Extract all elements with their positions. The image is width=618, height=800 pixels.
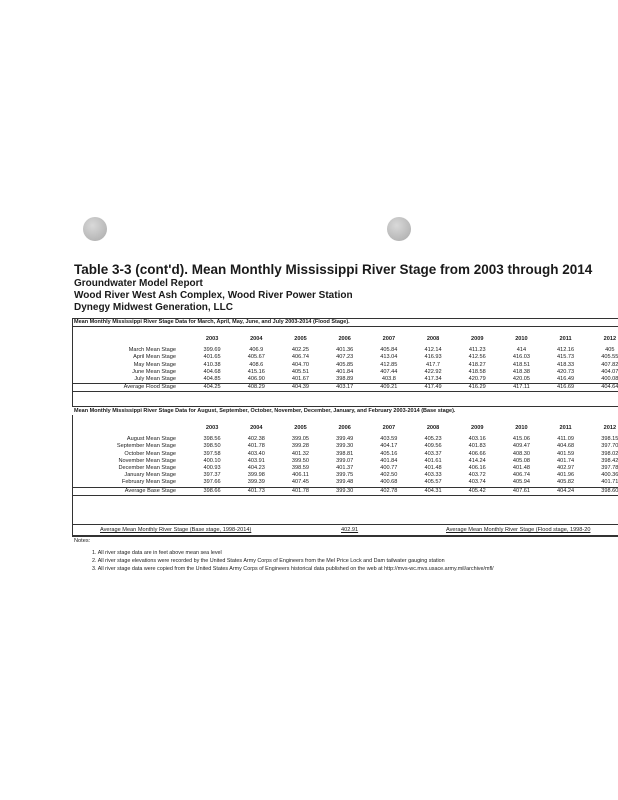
stage-value: 406.66 (468, 450, 486, 457)
stage-value: 415.73 (557, 354, 575, 361)
table-row (72, 472, 618, 479)
stage-value: 405.57 (424, 479, 442, 486)
subtitle-site: Wood River West Ash Complex, Wood River Power Station (74, 290, 353, 301)
stage-value: 397.78 (601, 465, 618, 472)
stage-value: 401.48 (512, 465, 530, 472)
stage-value: 406.74 (512, 472, 530, 479)
base-average-label: Average Mean Monthly River Stage (Base stage, 1998-2014) (100, 527, 252, 533)
stage-value: 397.66 (203, 479, 221, 486)
stage-value: 398.02 (601, 450, 618, 457)
stage-value: 408.29 (234, 384, 278, 392)
stage-value: 412.14 (424, 347, 442, 354)
stage-value: 405.16 (380, 450, 398, 457)
stage-value: 405.94 (512, 479, 530, 486)
stage-value: 405.82 (557, 479, 575, 486)
stage-value: 402.25 (291, 347, 310, 354)
flood-section-heading: Mean Monthly Mississippi River Stage Data for March, April, May, June, and July 2003-2014 (Flood Stage). (72, 318, 618, 327)
year-header: 2007 (382, 425, 396, 431)
stage-value: 401.96 (557, 472, 575, 479)
stage-value: 402.50 (380, 472, 398, 479)
note-3: 3. All river stage data were copied from the United States Army Corps of Engineers historical data published on the web at http://mvs-wc.mvs.usace.army.mil/archive/mfl/ (92, 566, 494, 572)
stage-value: 403.59 (380, 436, 398, 443)
year-header: 2005 (294, 425, 307, 431)
year-header: 2011 (559, 336, 572, 342)
stage-value: 400.10 (203, 457, 221, 464)
flood-average-label: Average Mean Monthly River Stage (Flood stage, 1998-20 (446, 527, 591, 533)
stage-value: 401.65 (203, 354, 221, 361)
stage-value: 399.28 (291, 443, 310, 450)
stage-value: 403.16 (468, 436, 486, 443)
stage-value: 398.59 (291, 465, 310, 472)
stage-value: 405.23 (424, 436, 442, 443)
row-label: April Mean Stage (133, 354, 177, 361)
stage-value: 401.59 (557, 450, 575, 457)
stage-value: 415.06 (512, 436, 530, 443)
year-header: 2009 (471, 336, 484, 342)
stage-value: 399.49 (336, 436, 354, 443)
year-header-row (72, 336, 618, 343)
row-label: June Mean Stage (132, 368, 177, 375)
year-header: 2003 (205, 425, 219, 431)
year-header: 2010 (515, 336, 528, 342)
table-row (72, 347, 618, 354)
year-header: 2010 (515, 425, 528, 431)
stage-value: 411.09 (557, 436, 574, 443)
note-2: 2. All river stage elevations were recorded by the United States Army Corps of Engineers from the Mel Price Lock and Dam tailwater gauging station (92, 558, 445, 564)
stage-value: 417.11 (499, 384, 543, 392)
stage-value: 401.84 (380, 457, 398, 464)
year-header: 2008 (426, 425, 440, 431)
punch-hole-left (83, 217, 107, 241)
stage-value: 399.30 (323, 487, 367, 495)
stage-value: 399.07 (336, 457, 354, 464)
stage-value: 403.33 (424, 472, 442, 479)
stage-value: 401.71 (601, 479, 618, 486)
stage-value: 401.67 (291, 376, 310, 383)
stage-value: 407.82 (601, 361, 618, 368)
stage-value: 408.30 (512, 450, 530, 457)
stage-value: 401.32 (291, 450, 310, 457)
stage-value: 407.45 (291, 479, 310, 486)
stage-value: 416.93 (424, 354, 442, 361)
stage-value: 401.36 (336, 347, 354, 354)
stage-value: 420.73 (557, 368, 575, 375)
stage-value: 409.21 (367, 384, 411, 392)
stage-value: 398.15 (601, 436, 618, 443)
stage-value: 400.36 (601, 472, 618, 479)
stage-value: 398.42 (601, 457, 618, 464)
stage-value: 405.51 (291, 368, 310, 375)
stage-value: 401.48 (424, 465, 442, 472)
table-row (72, 465, 618, 472)
stage-value: 416.29 (455, 384, 499, 392)
stage-value: 413.04 (380, 354, 398, 361)
stage-value: 409.56 (424, 443, 442, 450)
stage-value: 406.90 (247, 376, 265, 383)
stage-value: 398.89 (336, 376, 354, 383)
stage-value: 399.30 (336, 443, 354, 450)
stage-value: 410.38 (203, 361, 221, 368)
subtitle-company: Dynegy Midwest Generation, LLC (74, 302, 233, 313)
summary-row (72, 524, 618, 536)
stage-value: 404.17 (380, 443, 398, 450)
stage-value: 401.73 (234, 487, 278, 495)
stage-value: 416.03 (512, 354, 530, 361)
stage-value: 405.55 (601, 354, 618, 361)
stage-value: 405.84 (380, 347, 398, 354)
year-header: 2004 (250, 336, 263, 342)
stage-value: 416.49 (557, 376, 575, 383)
row-label: August Mean Stage (126, 436, 177, 443)
stage-value: 403.8 (381, 376, 396, 383)
table-row (72, 376, 618, 384)
stage-value: 404.24 (544, 487, 588, 495)
notes-heading: Notes: (74, 538, 91, 544)
year-header: 2008 (426, 336, 440, 342)
stage-value: 412.16 (557, 347, 575, 354)
row-label: May Mean Stage (133, 361, 177, 368)
stage-value: 420.79 (468, 376, 486, 383)
stage-value: 404.07 (601, 368, 618, 375)
stage-value: 405.42 (455, 487, 499, 495)
stage-value: 401.37 (336, 465, 354, 472)
row-label: March Mean Stage (128, 347, 177, 354)
header-blank (72, 336, 190, 343)
stage-value: 408.6 (249, 361, 264, 368)
stage-value: 398.60 (588, 487, 618, 495)
year-header: 2012 (603, 425, 617, 431)
stage-value: 399.48 (336, 479, 354, 486)
stage-value: 418.27 (468, 361, 486, 368)
header-blank (72, 425, 190, 432)
stage-value: 417.7 (426, 361, 441, 368)
year-header: 2006 (338, 336, 351, 342)
flood-stage-table (72, 336, 618, 392)
stage-value: 399.75 (336, 472, 354, 479)
table-row (72, 354, 618, 361)
stage-value: 397.70 (601, 443, 618, 450)
table-row (72, 436, 618, 443)
stage-value: 418.38 (512, 368, 530, 375)
stage-value: 402.78 (367, 487, 411, 495)
stage-value: 406.74 (291, 354, 310, 361)
stage-value: 417.49 (411, 384, 455, 392)
stage-value: 405 (605, 347, 615, 354)
stage-value: 420.05 (512, 376, 530, 383)
row-label: December Mean Stage (118, 465, 177, 472)
table-row (72, 362, 618, 369)
stage-value: 405.08 (512, 457, 530, 464)
stage-value: 416.69 (544, 384, 588, 392)
year-header: 2004 (250, 425, 263, 431)
base-average-value: 402.91 (341, 527, 359, 533)
base-section-heading: Mean Monthly Mississippi River Stage Data for August, September, October, November, December, January, and February 2003-2014 (Base stage). (72, 406, 618, 415)
stage-value: 399.05 (291, 436, 310, 443)
stage-value: 399.98 (247, 472, 265, 479)
stage-value: 414.24 (468, 457, 486, 464)
stage-value: 399.69 (203, 347, 221, 354)
stage-value: 401.78 (247, 443, 265, 450)
row-label: November Mean Stage (118, 457, 177, 464)
stage-value: 404.70 (291, 361, 310, 368)
stage-value: 414 (516, 347, 527, 354)
stage-value: 403.40 (247, 450, 265, 457)
table-row (72, 479, 618, 487)
stage-value: 412.85 (380, 361, 398, 368)
stage-value: 398.50 (203, 443, 221, 450)
year-header: 2011 (559, 425, 572, 431)
stage-value: 401.74 (557, 457, 575, 464)
year-header: 2003 (205, 336, 219, 342)
row-label: Average Base Stage (72, 487, 190, 495)
row-label: September Mean Stage (116, 443, 177, 450)
stage-value: 400.93 (203, 465, 221, 472)
row-label: February Mean Stage (121, 479, 177, 486)
table-row (72, 458, 618, 465)
stage-value: 403.74 (468, 479, 486, 486)
average-row (72, 487, 618, 495)
stage-value: 397.58 (203, 450, 221, 457)
row-label: Average Flood Stage (72, 384, 190, 392)
year-header: 2009 (471, 425, 484, 431)
stage-value: 409.47 (512, 443, 530, 450)
row-label: January Mean Stage (124, 472, 177, 479)
stage-value: 400.77 (380, 465, 398, 472)
stage-value: 399.39 (247, 479, 265, 486)
stage-value: 404.23 (247, 465, 265, 472)
stage-value: 397.37 (203, 472, 221, 479)
note-1: 1. All river stage data are in feet above mean sea level (92, 550, 222, 556)
row-label: July Mean Stage (134, 376, 177, 383)
stage-value: 403.37 (424, 450, 442, 457)
stage-value: 404.25 (190, 384, 234, 392)
year-header: 2007 (382, 336, 396, 342)
stage-value: 403.91 (247, 457, 265, 464)
table-row (72, 443, 618, 450)
stage-value: 404.85 (203, 376, 221, 383)
punch-hole-right (387, 217, 411, 241)
stage-value: 406.9 (249, 347, 264, 354)
stage-value: 398.81 (336, 450, 354, 457)
table-row (72, 451, 618, 458)
year-header-row (72, 425, 618, 432)
stage-value: 407.23 (336, 354, 354, 361)
notes-list (92, 549, 494, 573)
stage-value: 422.92 (424, 368, 442, 375)
year-header: 2005 (294, 336, 307, 342)
stage-value: 400.08 (601, 376, 618, 383)
stage-value: 411.23 (468, 347, 486, 354)
stage-value: 403.72 (468, 472, 486, 479)
stage-value: 412.56 (468, 354, 486, 361)
subtitle-report: Groundwater Model Report (74, 278, 203, 289)
stage-value: 404.68 (203, 368, 221, 375)
stage-value: 402.97 (557, 465, 575, 472)
page-title: Table 3-3 (cont'd). Mean Monthly Mississippi River Stage from 2003 through 2014 (74, 262, 593, 277)
stage-value: 398.56 (203, 436, 221, 443)
stage-value: 415.16 (247, 368, 265, 375)
average-row (72, 384, 618, 392)
stage-value: 407.44 (380, 368, 398, 375)
stage-value: 398.66 (190, 487, 234, 495)
stage-value: 418.33 (557, 361, 575, 368)
stage-value: 401.61 (424, 457, 442, 464)
row-label: October Mean Stage (124, 450, 177, 457)
base-stage-table (72, 425, 618, 496)
stage-value: 406.16 (468, 465, 486, 472)
table-row (72, 369, 618, 376)
stage-value: 401.78 (278, 487, 322, 495)
year-header: 2006 (338, 425, 351, 431)
stage-value: 404.31 (411, 487, 455, 495)
stage-value: 417.34 (424, 376, 442, 383)
year-header: 2012 (603, 336, 617, 342)
stage-value: 418.58 (468, 368, 486, 375)
stage-value: 404.39 (278, 384, 322, 392)
stage-value: 405.67 (247, 354, 265, 361)
stage-value: 418.51 (512, 361, 530, 368)
stage-value: 402.38 (247, 436, 265, 443)
stage-value: 405.85 (336, 361, 354, 368)
stage-value: 403.17 (323, 384, 367, 392)
stage-value: 406.11 (292, 472, 309, 479)
stage-value: 404.68 (557, 443, 575, 450)
stage-value: 401.84 (336, 368, 354, 375)
stage-value: 404.64 (588, 384, 618, 392)
stage-value: 400.68 (380, 479, 398, 486)
stage-value: 399.50 (291, 457, 310, 464)
stage-value: 407.61 (499, 487, 543, 495)
stage-value: 401.83 (468, 443, 486, 450)
